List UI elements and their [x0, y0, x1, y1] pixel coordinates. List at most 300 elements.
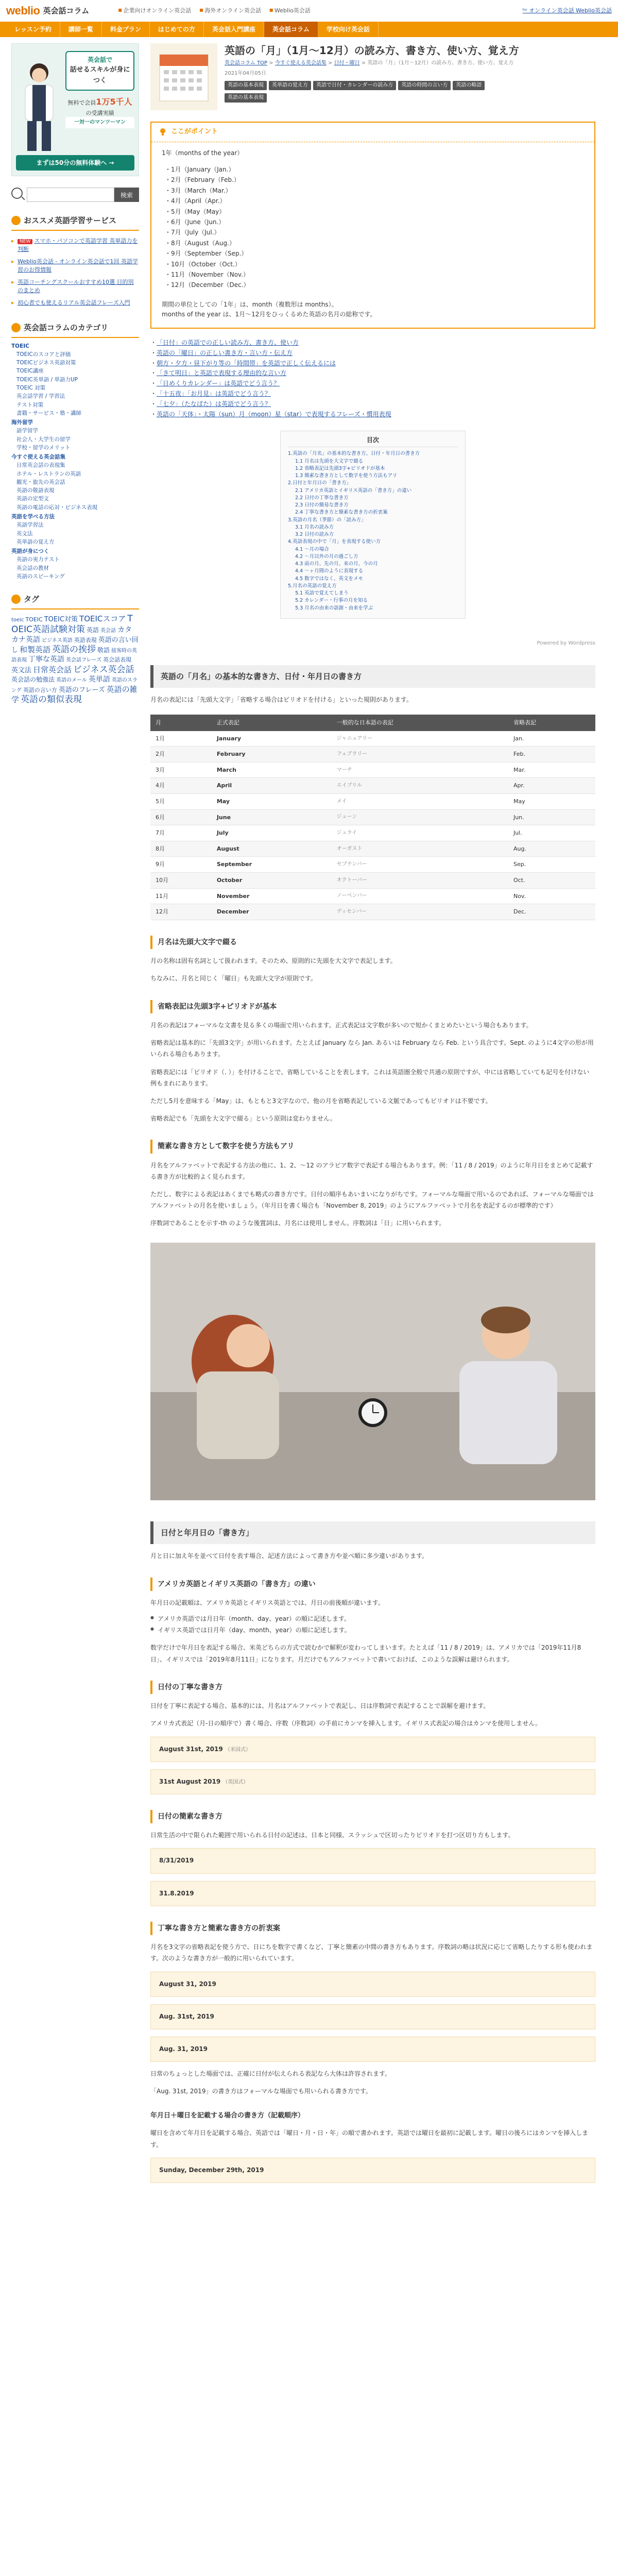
table-cell: August [212, 841, 332, 857]
table-cell: 3月 [150, 762, 212, 778]
related-link[interactable]: 英語の「天体」・太陽（sun）月（moon）星（star）で表現するフレーズ・慣用表現 [157, 410, 391, 418]
example-box: Aug. 31st, 2019 [150, 2004, 595, 2029]
category-link[interactable]: 英文法 [16, 530, 33, 537]
category-link[interactable]: TOEIC 対策 [16, 385, 46, 391]
category-link[interactable]: テスト対策 [16, 401, 44, 408]
related-item[interactable] [150, 399, 595, 410]
nav-item-schools[interactable]: 学校向け英会話 [318, 22, 379, 37]
subsection-heading: 省略表記は先頭3字+ピリオドが基本 [150, 1000, 595, 1013]
table-cell: 5月 [150, 794, 212, 810]
table-cell: July [212, 825, 332, 841]
paragraph: 日常のちょっとした場面では、正確に日付が伝えられる表記なら大体は許容されます。 [150, 2070, 391, 2078]
subsection-heading: 年月日＋曜日を記載する場合の書き方（記載順序） [150, 2111, 305, 2120]
category-link[interactable]: 英語学習法 [16, 522, 44, 529]
toc-link[interactable]: 2.1 アメリカ英語とイギリス英語の「書き方」の違い [295, 487, 412, 494]
related-link[interactable]: 「七夕」（たなばた）は英語でどう言う？ [157, 400, 271, 408]
banner-sub-2: 一対一のマンツーマン [65, 117, 134, 128]
toc-link[interactable]: 4.3 前の月、先の月、来の月、今の月 [295, 561, 378, 567]
banner-headline-2: 話せるスキルが身につく [70, 66, 130, 84]
table-cell: Apr. [508, 778, 595, 794]
toc-link[interactable]: 4.2 〜月以外の月の過ごし方 [295, 553, 358, 560]
nav-item-column[interactable]: 英会話コラム [264, 22, 318, 37]
paragraph: ただし5月を意味する「May」は、もともと3文字なので、他の月を省略表記している文脈であってもピリオドは不要です。 [150, 1097, 492, 1105]
related-link[interactable]: 「十五夜」「お月見」は英語でどう言う？ [157, 390, 271, 398]
month-item: ・ 2月（February（Feb.） [165, 175, 584, 185]
service-item[interactable] [11, 235, 139, 256]
tag-link[interactable]: カタカナ英語 [11, 626, 132, 644]
search-icon [11, 188, 23, 199]
table-header: 正式表記 [212, 715, 332, 731]
category-link[interactable]: 英語の電話の応対・ビジネス表現 [16, 504, 98, 511]
paragraph: ちなみに、月名と同じく「曜日」も先頭大文字が原則です。 [150, 975, 317, 982]
table-cell: 11月 [150, 888, 212, 904]
table-cell: Feb. [508, 747, 595, 762]
month-item: ・ 3月（March（Mar.） [165, 185, 584, 196]
tag-link[interactable]: toeic [11, 617, 24, 623]
table-header: 月 [150, 715, 212, 731]
related-item[interactable] [150, 359, 595, 369]
category-group[interactable]: 英語が身につく [11, 548, 49, 555]
article-main [150, 43, 595, 2183]
toc-link[interactable]: 1.2 省略表記は先頭3字+ピリオドが基本 [295, 465, 385, 471]
calendar-thumbnail-icon [150, 43, 217, 110]
toc-link[interactable]: 4.1 〜月の場合 [295, 546, 329, 552]
table-cell: 7月 [150, 825, 212, 841]
related-item[interactable] [150, 338, 595, 348]
table-cell: Jul. [508, 825, 595, 841]
powered-by: Powered by Wordpress [537, 640, 595, 646]
subsection-heading: 月名は先頭大文字で綴る [150, 936, 595, 949]
tag-link[interactable]: 日常英会話 [33, 665, 72, 674]
tag-link[interactable]: 英会話 [100, 628, 116, 634]
nav-item-pricing[interactable]: 料金プラン [102, 22, 150, 37]
tag-link[interactable]: TOEICスコア [79, 614, 126, 624]
example-box [150, 1737, 595, 1762]
site-logo-sub: 英会話コラム [43, 6, 90, 15]
two-people-clock-photo [150, 1243, 595, 1500]
toc-link[interactable]: 5.1 英語で覚えてしまう [295, 590, 349, 597]
sidebar [11, 43, 139, 2183]
service-link[interactable]: Weblio英会話 - オンライン英会話で1回 英語学習のお得情報 [18, 258, 138, 273]
tag-link[interactable]: ビジネス英会話 [73, 664, 134, 675]
service-link[interactable]: 英語コーチングスクールおすすめ10選 目的別のまとめ [18, 278, 134, 294]
site-logo[interactable]: weblio [6, 4, 40, 18]
month-item: ・ 8月（August（Aug.） [165, 238, 584, 248]
paragraph: 省略表記でも「先頭を大文字で綴る」という原則は変わりません。 [150, 1115, 336, 1123]
tag-link[interactable]: 丁寧な英語 [28, 655, 64, 664]
nav-item-teachers[interactable]: 講師一覧 [60, 22, 102, 37]
table-cell: Oct. [508, 873, 595, 889]
paragraph: アメリカ式表記（月-日の順序で）書く場合、序数（序数詞）の手前にカンマを挿入します。イギリス式表記の場合はカンマを使用しません。 [150, 1720, 542, 1727]
table-cell: May [212, 794, 332, 810]
service-item[interactable] [11, 276, 139, 297]
main-nav [0, 22, 618, 37]
category-link[interactable]: 英会話の教材 [16, 565, 49, 571]
month-item: ・ 10月（October（Oct.） [165, 259, 584, 269]
category-link[interactable]: 書籍・サービス・塾・講師 [16, 410, 81, 416]
month-item: ・ 12月（December（Dec.） [165, 280, 584, 290]
table-cell: April [212, 778, 332, 794]
table-cell: ジュライ [332, 825, 508, 841]
table-cell: Jun. [508, 809, 595, 825]
toc-link[interactable]: 2.日付と年月日の「書き方」 [288, 480, 352, 486]
top-link-weblio[interactable]: ■ Weblio英会話 [269, 6, 311, 15]
related-item[interactable] [150, 368, 595, 379]
paragraph: 年月日の記載順は、アメリカ英語とイギリス英語とでは、月日の前後順が違います。 [150, 1599, 384, 1606]
table-row [150, 778, 595, 794]
table-row [150, 841, 595, 857]
tag-icon [11, 595, 21, 604]
table-cell: December [212, 904, 332, 920]
table-cell: May [508, 794, 595, 810]
month-item: ・ 11月（November（Nov.） [165, 269, 584, 280]
breadcrumb: 英会話コラム TOP > 今すぐ使える英会話集 > 日付・曜日 > 英語の「月」（1月〜12月）の読み方、書き方、使い方、覚え方 [225, 60, 514, 66]
tag-link[interactable]: 和製英語 [20, 645, 51, 655]
top-right-link[interactable]: ᵇʸ オンライン英会話 Weblio英会話 [522, 7, 612, 14]
table-row [150, 794, 595, 810]
article-tag[interactable]: 英語の時間の言い方 [398, 81, 451, 90]
table-header-row [150, 715, 595, 731]
banner-sub-1a: 無料で会員 [67, 99, 96, 106]
service-link[interactable]: 初心者でも使えるリアル英会話フレーズ入門 [18, 299, 130, 306]
subsection-heading: 日付の簡素な書き方 [150, 1810, 595, 1823]
article-tag[interactable]: 英語の基本表現 [225, 81, 267, 90]
tag-link[interactable]: 英語のスラング [11, 677, 138, 693]
toc-link[interactable]: 1.英語の「月名」の基本的な書き方、日付・年月日の書き方 [288, 451, 420, 457]
service-link[interactable]: スマホ・パソコンで英語学習 英単語力を判断 [18, 238, 138, 253]
table-cell: メイ [332, 794, 508, 810]
tag-link[interactable]: 敬語 [97, 647, 110, 654]
paragraph: 序数詞であることを示す-th のような後置詞は、月名には使用しません。序数詞は「日」に用いられます。 [150, 1219, 445, 1227]
service-item[interactable] [11, 256, 139, 276]
month-item: ・ 5月（May（May） [165, 207, 584, 217]
point-heading [151, 123, 594, 142]
paragraph: 曜日を含めて年月日を記載する場合、英語では「曜日・月・日・年」の順で書かれます。英語では曜日を最初に記載します。曜日の後ろにはカンマを挿入します。 [150, 2129, 589, 2148]
subsection-heading: 丁寧な書き方と簡素な書き方の折衷案 [150, 1922, 595, 1935]
table-cell: ジューン [332, 809, 508, 825]
point-body [151, 142, 594, 319]
services-heading [11, 214, 139, 231]
subsection-heading: 日付の丁寧な書き方 [150, 1681, 595, 1694]
services-heading-text: おススメ英語学習サービス [24, 216, 117, 225]
month-item: ・ 7月（July（Jul.） [165, 227, 584, 238]
person-illustration-icon [17, 61, 61, 151]
category-link[interactable]: 英語の敬語表現 [16, 487, 55, 494]
paragraph: 数字だけで年月日を表記する場合、米英どちらの方式で読むかで解釈が変わってしまいます。たとえば「11 / 8 / 2019」は、アメリカでは「2019年11月8日」、イギリスでは「2019年8月11日」になります。月だけでもアルファベットで書いておけば、このような誤解は避けられます。 [150, 1644, 581, 1663]
banner-sub-1c: の受講実績 [85, 109, 114, 116]
related-item[interactable] [150, 389, 595, 399]
table-cell: October [212, 873, 332, 889]
table-row [150, 857, 595, 873]
toc-link[interactable]: 5.3 月名の由来の語源・由来を学ぶ [295, 605, 373, 611]
toc-title: 目次 [288, 435, 458, 447]
tag-link[interactable]: 英語のフレーズ [58, 686, 105, 694]
banner-sub-1 [65, 95, 134, 117]
paragraph: 省略表記は基本的に「先頭3文字」が用いられます。たとえば January なら Jan. あるいは February なら Feb. という具合です。Sept. のように4文字の形が用いられる場合もあります。 [150, 1039, 594, 1058]
tag-link[interactable]: 英語の類似表現 [21, 694, 82, 705]
paragraph: 月名を3文字の省略表記を使う方で、日にちを数字で書くなど、丁寧と簡素の中間の書き方もあります。序数詞の略は状況に応じて省略したりする形も使われます。次のような書き方が一般的に用いられています。 [150, 1943, 593, 1962]
tag-link[interactable]: ビジネス英語 [42, 637, 73, 643]
table-row [150, 809, 595, 825]
month-item: ・ 9月（September（Sep.） [165, 248, 584, 259]
category-icon [11, 323, 21, 332]
toc-link[interactable]: 4.4 〜ヶ月間のように表現する [295, 568, 364, 574]
article-head-text [225, 43, 519, 110]
tag-cloud [11, 614, 139, 705]
tag-link[interactable]: 英語の言い方 [23, 686, 57, 693]
article-date: 2021年04月05日 [225, 71, 266, 76]
related-item[interactable] [150, 410, 595, 420]
category-link[interactable]: TOEIC英単語 / 単語力UP [16, 376, 78, 383]
service-item[interactable] [11, 297, 139, 309]
category-link[interactable]: 社会人・大学生の留学 [16, 436, 71, 443]
category-link[interactable]: ホテル・レストランの英語 [16, 470, 81, 477]
month-item: ・ 6月（June（Jun.） [165, 217, 584, 227]
article-tag[interactable]: 英語の基本表現 [225, 93, 267, 103]
category-group[interactable]: TOEIC [11, 343, 29, 349]
category-link[interactable]: 英語の定型文 [16, 496, 49, 502]
category-link[interactable]: 観光・旅先の英会話 [16, 479, 65, 485]
table-row [150, 904, 595, 920]
example-box: Aug. 31, 2019 [150, 2037, 595, 2062]
example-note: （英国式） [222, 1779, 249, 1785]
table-cell: オーガスト [332, 841, 508, 857]
paragraph: 月名をアルファベットで表記する方法の他に、1、2、〜12 のアラビア数字で表記する場合もあります。例：「11 / 8 / 2019」のように年月日をまとめて記載する書き方が比較的よく見られます。 [150, 1161, 593, 1180]
table-cell: 2月 [150, 747, 212, 762]
table-cell: 10月 [150, 873, 212, 889]
tag-link[interactable]: 英語のメール [56, 677, 87, 684]
toc-link[interactable]: 3.英語の月名（季節）の「読み方」 [288, 517, 366, 523]
toc-link[interactable]: 3.2 日付の読み方 [295, 532, 334, 538]
paragraph: 月と日に加え年を並べて日付を表す場合、記述方法によって書き方や並べ順に多少違いがあります。 [150, 1552, 428, 1560]
category-group[interactable]: 英語を学べる方法 [11, 513, 55, 520]
services-list [11, 235, 139, 309]
section-heading: 英語の「月名」の基本的な書き方、日付・年月日の書き方 [150, 665, 595, 688]
article-tags-row2 [225, 93, 519, 103]
month-item: ・ 1月（January（Jan.） [165, 164, 584, 175]
table-cell: 4月 [150, 778, 212, 794]
bullet-item: ● アメリカ英語では月日年（month、day、year）の順に記述します。 [150, 1614, 595, 1625]
category-link[interactable]: 学校・留学のメリット [16, 444, 71, 451]
toc-link[interactable]: 1.1 月名は先頭を大文字で綴る [295, 458, 364, 464]
table-cell: Jan. [508, 731, 595, 747]
related-link[interactable]: 朝方・夕方・昼下がり等の「時間帯」を英語で正しく伝えるには [157, 359, 336, 367]
toc-link[interactable]: 2.2 日付の丁寧な書き方 [295, 495, 349, 501]
toc-items [288, 450, 458, 612]
table-cell: Mar. [508, 762, 595, 778]
tags-heading-text: タグ [24, 595, 40, 604]
tag-link[interactable]: 英語表現 [74, 636, 97, 643]
tag-link[interactable]: 英単語 [88, 675, 110, 684]
table-cell: Sep. [508, 857, 595, 873]
breadcrumb-current: 英語の「月」（1月〜12月）の読み方、書き方、使い方、覚え方 [367, 60, 514, 66]
tag-link[interactable]: 英文法 [11, 666, 32, 674]
category-link[interactable]: 英単語の覚え方 [16, 538, 55, 545]
table-cell: フェブラリー [332, 747, 508, 762]
months-table-body [150, 731, 595, 920]
toc-link[interactable]: 4.英語表現の中で「月」を表現する使い方 [288, 539, 381, 545]
article-tag[interactable]: 英語の略語 [453, 81, 485, 90]
related-item[interactable] [150, 348, 595, 359]
table-header: 省略表記 [508, 715, 595, 731]
table-cell: 6月 [150, 809, 212, 825]
tag-link[interactable]: 英会話表現 [103, 656, 132, 664]
toc-link[interactable]: 1.3 簡素な書き方として数字を使う方法もアリ [295, 473, 398, 479]
table-row [150, 731, 595, 747]
paragraph: 月名の表記はフォーマルな文書を見る多くの場面で用いられます。正式表記は文字数が多いので短かくまとめたいという場合もあります。 [150, 1021, 533, 1029]
table-cell: ジャニュアリー [332, 731, 508, 747]
category-heading [11, 321, 139, 338]
table-cell: June [212, 809, 332, 825]
tag-link[interactable]: 英会話の勉強法 [11, 676, 55, 684]
toc-link[interactable]: 2.4 丁寧な書き方と簡素な書き方の折衷案 [295, 510, 388, 516]
table-cell: March [212, 762, 332, 778]
tags-heading [11, 593, 139, 609]
category-link[interactable]: TOEICビジネス英語対策 [16, 360, 76, 366]
example-box: August 31, 2019 [150, 1972, 595, 1997]
tag-link[interactable]: 英語の言い回し [11, 636, 139, 655]
tag-link[interactable]: 英会話フレーズ [66, 657, 102, 664]
category-group[interactable]: 今すぐ使える英会話集 [11, 454, 65, 461]
top-link-overseas[interactable]: ■ 海外オンライン英会話 [199, 6, 261, 15]
months-table [150, 715, 595, 920]
month-list [165, 164, 584, 291]
article-tags [225, 81, 519, 90]
toc-link[interactable]: 4.5 数字ではなく、英文をメモ [295, 575, 363, 582]
table-cell: September [212, 857, 332, 873]
top-header [0, 0, 618, 22]
toc-link[interactable]: 2.3 日付の簡易な書き方 [295, 502, 349, 509]
subsection-heading: 簡素な書き方として数字を使う方法もアリ [150, 1140, 595, 1153]
nav-item-beginners[interactable]: はじめての方 [150, 22, 204, 37]
point-box [150, 122, 595, 329]
table-header: 一般的な日本語の表記 [332, 715, 508, 731]
tag-link[interactable]: 英語の挨拶 [52, 645, 96, 655]
category-group[interactable]: 海外留学 [11, 419, 33, 426]
paragraph: 日常生活の中で限られた範囲で用いられる日付の記述は、日本と同様、スラッシュで区切ったりピリオドを打つ区切り方もします。 [150, 1832, 514, 1839]
nav-item-intro-course[interactable]: 英会話入門講座 [204, 22, 264, 37]
toc-link[interactable]: 5.2 カレンダー・行事の月を知る [295, 598, 368, 604]
category-tree [11, 342, 139, 581]
category-link[interactable]: 英会話学習 / 学習法 [16, 393, 65, 400]
table-cell: 1月 [150, 731, 212, 747]
nav-item-reserve[interactable]: レッスン予約 [6, 22, 60, 37]
paragraph: ただし、数字による表記はあくまでも略式の書き方です。日付の順序もあいまいになりがちです。フォーマルな場面で用いるのであれば、フォーマルな場面ではアルファベットの月名を使いましょう。（年月日を書く場合も「November 8, 2019」のようにアルファベットで月名を表記するのが標準的です） [150, 1191, 594, 1210]
services-icon [11, 216, 21, 225]
tag-link[interactable]: TOEIC [25, 616, 43, 623]
banner-cta-button[interactable]: まずは50分の無料体験へ → [16, 155, 134, 171]
page-title: 英語の「月」（1月〜12月）の読み方、書き方、使い方、覚え方 [225, 44, 519, 57]
paragraph: 月名の表記には「先頭大文字」「省略する場合はピリオドを付ける」といった規則があります。 [150, 696, 413, 703]
table-row [150, 888, 595, 904]
point-heading-text: ここがポイント [171, 128, 218, 135]
toc-link[interactable]: 5.月名の英語の覚え方 [288, 583, 337, 589]
related-link[interactable]: 「日付」の英語での正しい読み方、書き方、使い方 [157, 339, 299, 347]
category-link[interactable]: 日常英会話の表現集 [16, 462, 65, 469]
subsection-heading: アメリカ英語とイギリス英語の「書き方」の違い [150, 1578, 595, 1591]
paragraph: 日付を丁寧に表記する場合、基本的には、月名はアルファベットで表記し、日は序数詞で表記することで誤解を避けます。 [150, 1702, 490, 1710]
banner-headline-1: 英会話で [87, 56, 112, 63]
category-link[interactable]: 英語の実力テスト [16, 556, 60, 563]
category-link[interactable]: TOEICのスコアと評価 [16, 351, 71, 358]
banner-headline [65, 51, 134, 91]
category-link[interactable]: 語学留学 [16, 428, 38, 434]
top-links [118, 6, 311, 15]
related-item[interactable] [150, 379, 595, 389]
table-cell: 9月 [150, 857, 212, 873]
top-link-enterprise[interactable]: ■ 企業向けオンライン英会話 [118, 6, 191, 15]
article-tag[interactable]: 英語で日付・カレンダーの読み方 [313, 81, 396, 90]
example-text: 31st August 2019 [159, 1777, 221, 1785]
tag-link[interactable]: 英語の雑学 [11, 684, 138, 704]
table-row [150, 873, 595, 889]
article-tag[interactable]: 英単語の覚え方 [269, 81, 311, 90]
category-heading-text: 英会話コラムのカテゴリ [24, 323, 109, 332]
month-item: ・ 4月（April（Apr.） [165, 196, 584, 206]
tag-link[interactable]: 接客時の英語表現 [11, 648, 138, 664]
table-of-contents [280, 431, 466, 619]
category-link[interactable]: 英語のスピーキング [16, 573, 65, 580]
table-cell: 8月 [150, 841, 212, 857]
related-link[interactable]: 「日めくりカレンダー」は英語でどう言う？ [157, 380, 280, 387]
category-link[interactable]: TOEIC講座 [16, 368, 44, 375]
banner-sub-1b: 1万5千人 [96, 97, 132, 107]
point-intro: 1年（months of the year） [162, 149, 244, 157]
example-text: August 31st, 2019 [159, 1745, 223, 1753]
table-cell: ノーベンバー [332, 888, 508, 904]
table-row [150, 825, 595, 841]
bullet-list [150, 1614, 595, 1636]
table-cell: マーチ [332, 762, 508, 778]
paragraph: 月の名称は固有名詞として扱われます。そのため、原則的に先頭を大文字で表記します。 [150, 957, 397, 965]
toc-link[interactable]: 3.1 月名の読み方 [295, 524, 334, 530]
paragraph: 「Aug. 31st, 2019」の書き方はフォーマルな場面でも用いられる書き方です。 [150, 2088, 372, 2095]
sidebar-search [11, 188, 139, 202]
search-button[interactable]: 検索 [114, 188, 139, 202]
example-box [150, 1769, 595, 1794]
example-note: （米国式） [225, 1747, 251, 1753]
table-cell: February [212, 747, 332, 762]
table-cell: Dec. [508, 904, 595, 920]
lightbulb-icon [159, 128, 167, 136]
related-links [150, 338, 595, 419]
table-cell: ディセンバー [332, 904, 508, 920]
tag-link[interactable]: TOEIC対策 [44, 616, 78, 624]
table-cell: Nov. [508, 888, 595, 904]
related-link[interactable]: 英語の「曜日」の正しい書き方・言い方・伝え方 [157, 349, 293, 357]
table-cell: Aug. [508, 841, 595, 857]
table-cell: 12月 [150, 904, 212, 920]
tag-link[interactable]: TOEIC英語試験対策 [11, 614, 133, 635]
paragraph: 省略表記には「ピリオド（. ）」を付けることで、省略していることを表します。これは英語圏全般で共通の原則ですが、中には省略していても記号を付けない例もまれにあります。 [150, 1068, 590, 1087]
breadcrumb-item[interactable]: 日付・曜日 [334, 60, 360, 66]
breadcrumb-item[interactable]: 英会話コラム TOP [225, 60, 268, 66]
bullet-item: ● イギリス英語では日月年（day、month、year）の順に記述します。 [150, 1625, 595, 1636]
related-link[interactable]: 「きて明日」と英語で表現する理由的な言い方 [157, 369, 287, 377]
table-cell: January [212, 731, 332, 747]
point-note-1: 期間の単位としての「1年」は、month（複数形は months）。 [162, 300, 338, 308]
table-cell: エイプリル [332, 778, 508, 794]
table-cell: オクトーバー [332, 873, 508, 889]
example-box: 31.8.2019 [150, 1881, 595, 1906]
new-badge: NEW [18, 239, 32, 244]
tag-link[interactable]: 英語 [87, 626, 99, 634]
breadcrumb-item[interactable]: 今すぐ使える英会話集 [274, 60, 327, 66]
sidebar-banner[interactable] [11, 43, 139, 176]
content-wrap [0, 37, 618, 2183]
search-input[interactable] [27, 188, 114, 202]
example-box: Sunday, December 29th, 2019 [150, 2158, 595, 2183]
